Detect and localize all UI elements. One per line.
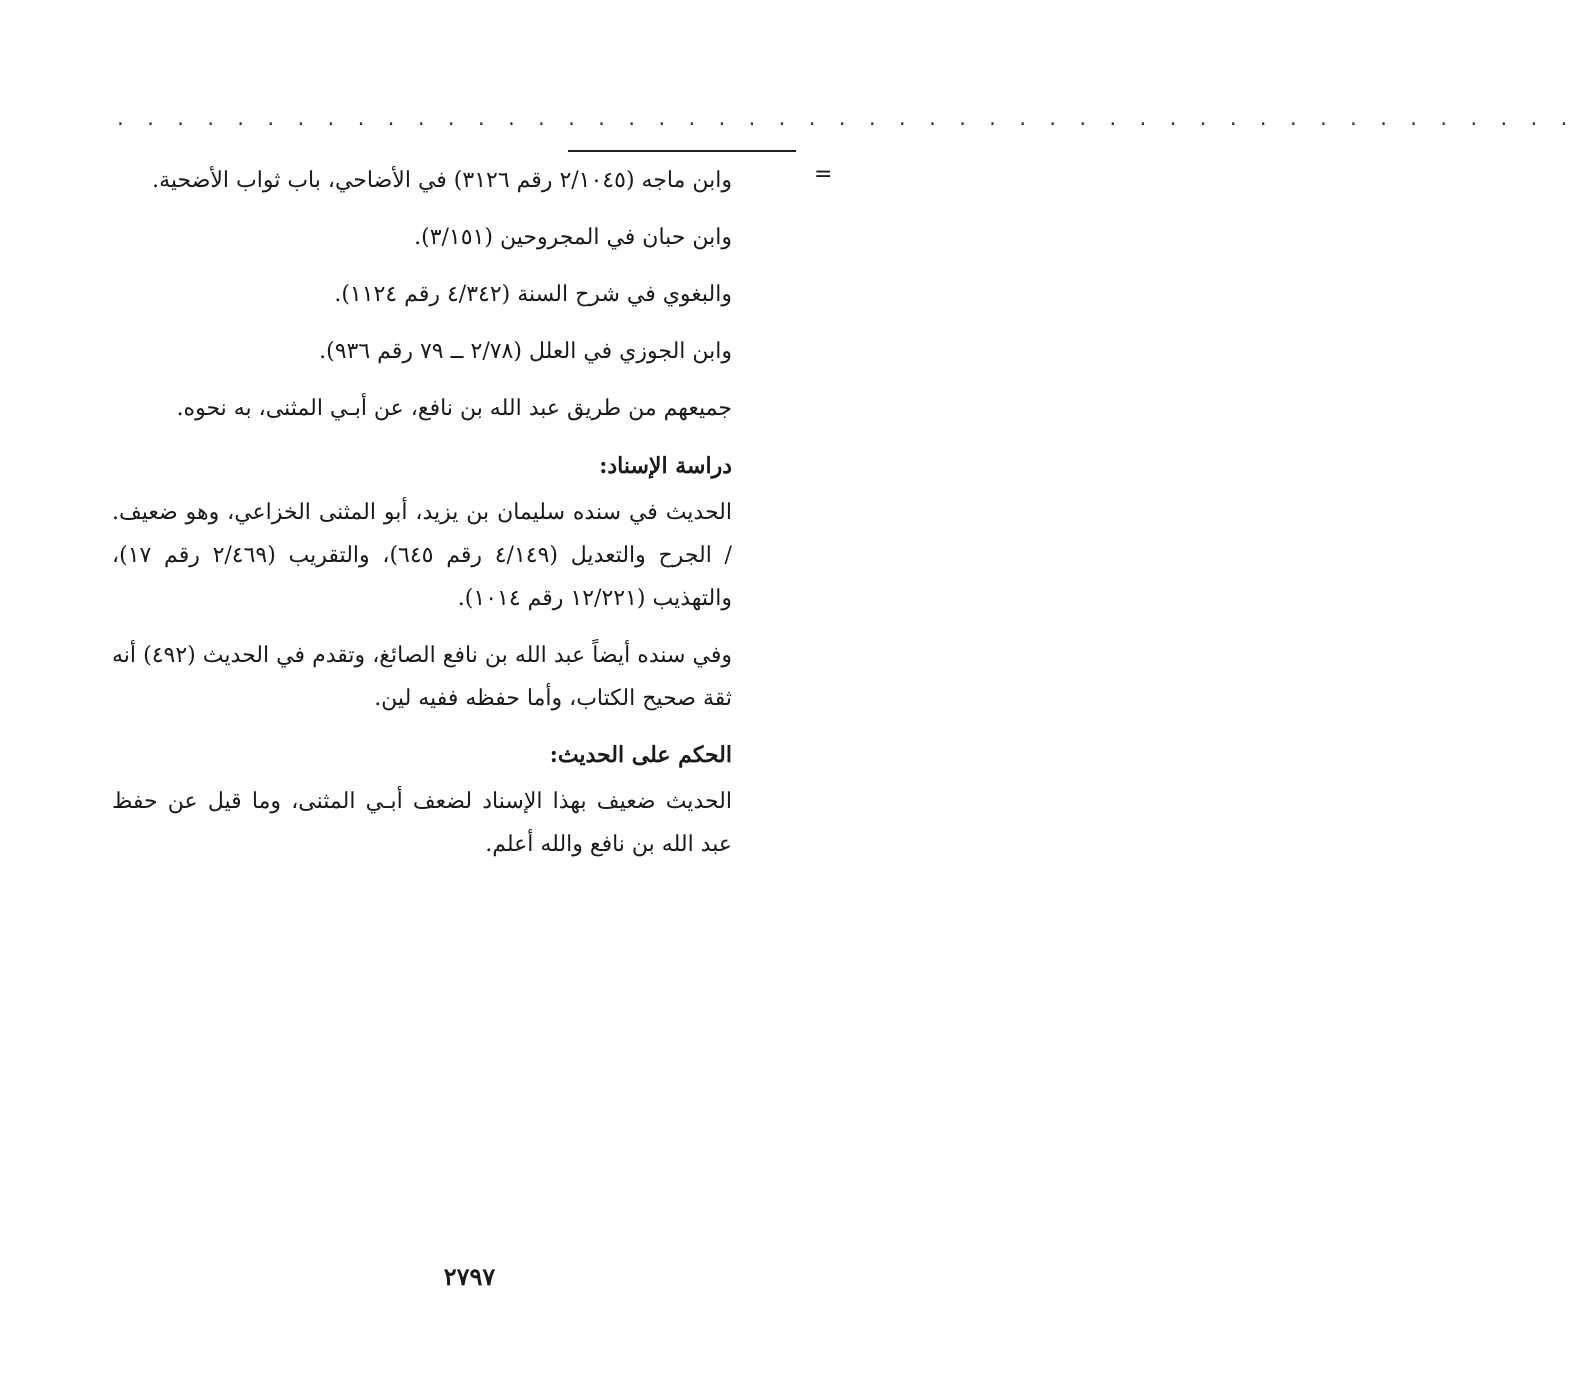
reference-baghawi: والبغوي في شرح السنة (٤/٣٤٢ رقم ١١٢٤). [334,282,732,307]
reference-ibn-al-jawzi: وابن الجوزي في العلل (٢/٧٨ ــ ٧٩ رقم ٩٣٦). [319,339,732,364]
isnad-paragraph-2: وفي سنده أيضاً عبد الله بن نافع الصائغ، وتقدم في الحديث (٤٩٢) أنه ثقة صحيح الكتاب، وأما حفظه ففيه لين. [112,643,732,711]
reference-common-chain: جميعهم من طريق عبد الله بن نافع، عن أبـي المثنى، به نحوه. [176,396,732,421]
footnote-text [112,160,732,866]
reference-ibn-hibban: وابن حبان في المجروحين (٣/١٥١). [414,225,732,250]
ruling-paragraph: الحديث ضعيف بهذا الإسناد لضعف أبـي المثنى، وما قيل عن حفظ عبد الله بن نافع والله أعلم. [112,789,732,857]
page-number: ٢٧٩٧ [443,1262,496,1291]
ruling-heading: الحكم على الحديث: [549,742,732,768]
footnote-rule [568,150,796,152]
continuation-mark: = [814,162,833,187]
isnad-heading: دراسة الإسناد: [599,453,732,479]
separator-dots: . . . . . . . . . . . . . . . . . . . . . . . . . . . . . . . . . . . . . . . . . . . . . . . . . [115,109,1574,130]
isnad-paragraph-1: الحديث في سنده سليمان بن يزيد، أبو المثنى الخزاعي، وهو ضعيف. / الجرح والتعديل (٤/١٤٩ رقم ٦٤٥)، والتقريب (٢/٤٦٩ رقم ١٧)، والتهذيب (١٢/٢٢١ رقم ١٠١٤). [112,500,732,611]
reference-ibn-majah: وابن ماجه (٢/١٠٤٥ رقم ٣١٢٦) في الأضاحي، باب ثواب الأضحية. [152,168,732,193]
